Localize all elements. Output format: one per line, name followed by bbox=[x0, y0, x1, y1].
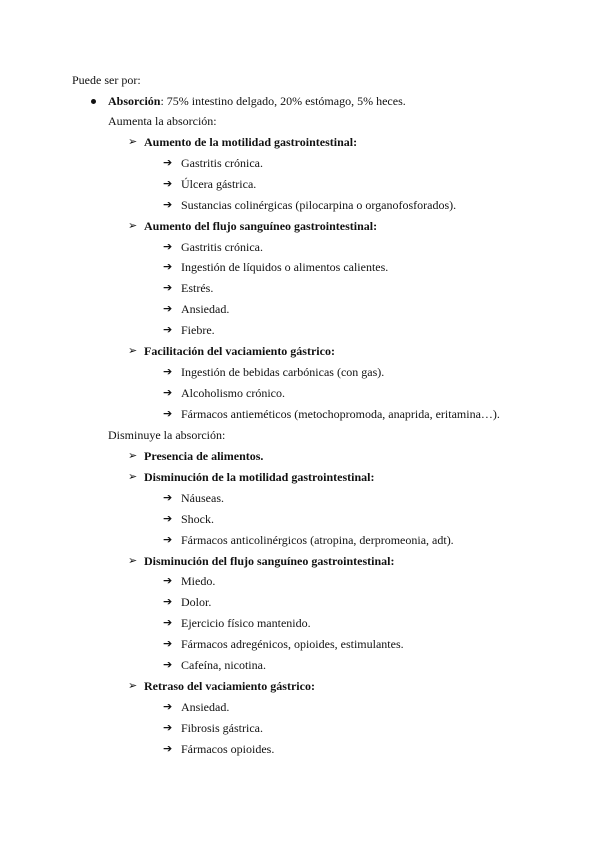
list-item: Ansiedad. bbox=[181, 699, 230, 714]
list-item: Ansiedad. bbox=[181, 302, 230, 317]
item-arrow-icon: ➔ bbox=[163, 323, 173, 337]
absorcion-detail: : 75% intestino delgado, 20% estómago, 5% heces. bbox=[160, 94, 406, 108]
item-arrow-icon: ➔ bbox=[163, 699, 173, 713]
disminuye-heading: Disminuye la absorción: bbox=[108, 428, 226, 442]
list-item: Fármacos anticolinérgicos (atropina, derpromeonia, adt). bbox=[181, 532, 454, 547]
list-item: Alcoholismo crónico. bbox=[181, 385, 285, 400]
group-arrow-icon: ➢ bbox=[128, 135, 138, 148]
list-item: Shock. bbox=[181, 511, 214, 526]
group-title: Retraso del vaciamiento gástrico: bbox=[144, 678, 315, 693]
group-arrow-icon: ➢ bbox=[128, 449, 138, 462]
item-arrow-icon: ➔ bbox=[163, 239, 173, 253]
absorcion-line bbox=[108, 94, 406, 108]
group-arrow-icon: ➢ bbox=[128, 678, 138, 692]
item-arrow-icon: ➔ bbox=[163, 281, 173, 295]
list-item: Náuseas. bbox=[181, 490, 224, 505]
intro-text: Puede ser por: bbox=[72, 73, 141, 87]
item-arrow-icon: ➔ bbox=[163, 197, 173, 211]
item-arrow-icon: ➔ bbox=[163, 658, 173, 671]
item-arrow-icon: ➔ bbox=[163, 532, 173, 546]
item-arrow-icon: ➔ bbox=[163, 574, 173, 588]
list-item: Ingestión de líquidos o alimentos calientes. bbox=[181, 260, 389, 275]
list-item: Miedo. bbox=[181, 574, 216, 589]
item-arrow-icon: ➔ bbox=[163, 302, 173, 316]
bullet-dot-icon bbox=[91, 99, 96, 104]
list-item: Fármacos opioides. bbox=[181, 741, 275, 756]
list-item: Ejercicio físico mantenido. bbox=[181, 616, 311, 631]
list-item: Ingestión de bebidas carbónicas (con gas). bbox=[181, 364, 385, 379]
list-item: Gastritis crónica. bbox=[181, 155, 263, 170]
list-item: Fármacos adregénicos, opioides, estimulantes. bbox=[181, 637, 404, 652]
item-arrow-icon: ➔ bbox=[163, 511, 173, 525]
aumenta-heading: Aumenta la absorción: bbox=[108, 114, 217, 128]
group-arrow-icon: ➢ bbox=[128, 344, 138, 357]
list-item: Sustancias colinérgicas (pilocarpina o organofosforados). bbox=[181, 197, 457, 212]
item-arrow-icon: ➔ bbox=[163, 637, 173, 651]
group-title: Facilitación del vaciamiento gástrico: bbox=[144, 344, 335, 358]
item-arrow-icon: ➔ bbox=[163, 364, 173, 378]
item-arrow-icon: ➔ bbox=[163, 595, 173, 609]
list-item: Cafeína, nicotina. bbox=[181, 658, 266, 672]
item-arrow-icon: ➔ bbox=[163, 741, 173, 755]
list-item: Fiebre. bbox=[181, 323, 215, 338]
item-arrow-icon: ➔ bbox=[163, 616, 173, 630]
item-arrow-icon: ➔ bbox=[163, 260, 173, 274]
list-item: Fármacos antieméticos (metochopromoda, anaprida, eritamina…). bbox=[181, 406, 500, 421]
group-title: Disminución de la motilidad gastrointestinal: bbox=[144, 469, 375, 484]
group-title: Presencia de alimentos. bbox=[144, 449, 264, 463]
item-arrow-icon: ➔ bbox=[163, 406, 173, 420]
list-item: Gastritis crónica. bbox=[181, 239, 263, 254]
group-title: Disminución del flujo sanguíneo gastrointestinal: bbox=[144, 553, 395, 568]
list-item: Úlcera gástrica. bbox=[181, 176, 257, 191]
item-arrow-icon: ➔ bbox=[163, 155, 173, 169]
list-item: Dolor. bbox=[181, 595, 212, 610]
list-item: Fibrosis gástrica. bbox=[181, 720, 263, 735]
item-arrow-icon: ➔ bbox=[163, 490, 173, 504]
group-arrow-icon: ➢ bbox=[128, 469, 138, 483]
item-arrow-icon: ➔ bbox=[163, 176, 173, 190]
item-arrow-icon: ➔ bbox=[163, 385, 173, 399]
group-arrow-icon: ➢ bbox=[128, 218, 138, 232]
item-arrow-icon: ➔ bbox=[163, 720, 173, 734]
group-arrow-icon: ➢ bbox=[128, 553, 138, 567]
absorcion-label: Absorción bbox=[108, 94, 161, 108]
group-title: Aumento del flujo sanguíneo gastrointestinal: bbox=[144, 218, 378, 233]
list-item: Estrés. bbox=[181, 281, 214, 296]
group-title: Aumento de la motilidad gastrointestinal: bbox=[144, 135, 358, 149]
